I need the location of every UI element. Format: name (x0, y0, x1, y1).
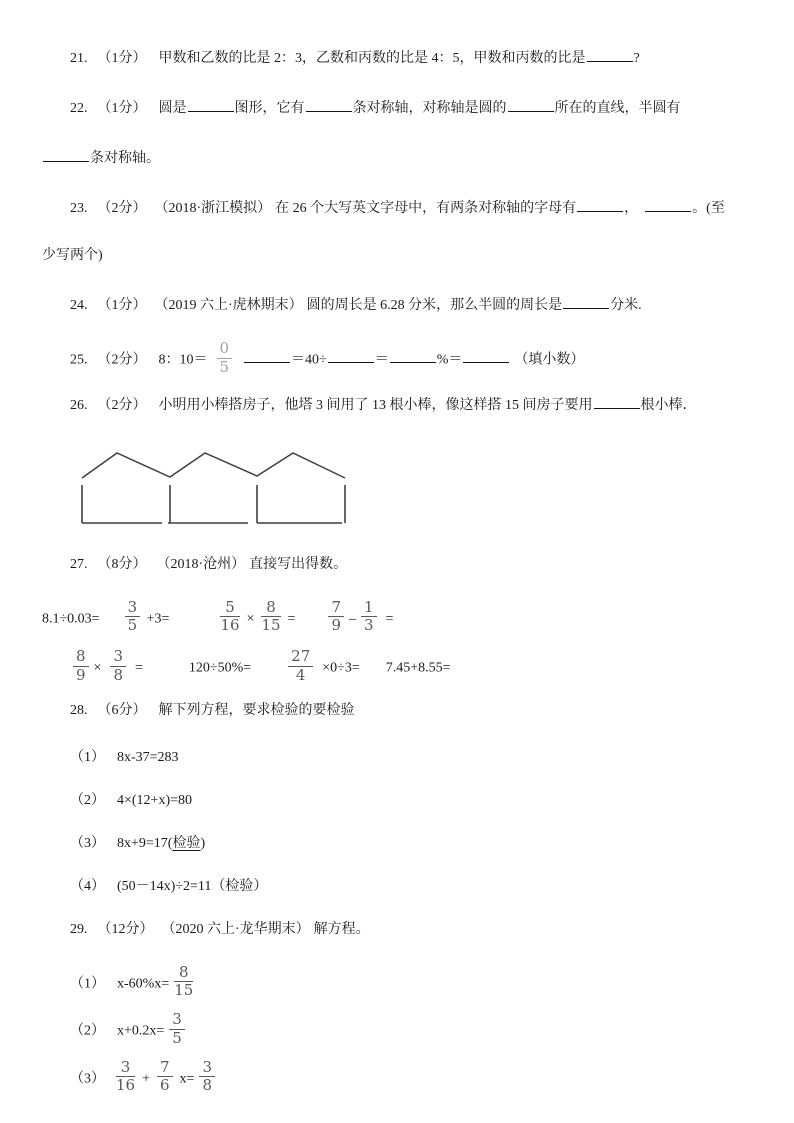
fraction-numerator: 3 (169, 1012, 185, 1030)
spacer (235, 362, 243, 363)
question-text: 圆是 (158, 101, 187, 116)
fraction (288, 649, 313, 684)
spacer (105, 986, 117, 987)
spacer (164, 1033, 166, 1034)
spacer (356, 621, 358, 622)
spacer (105, 1081, 113, 1082)
question-28-line-4 (42, 834, 774, 854)
question-text: （3） (70, 1070, 105, 1086)
question-29 (42, 920, 774, 1097)
spacer (88, 111, 98, 112)
question-text: （1） (70, 975, 105, 991)
fraction-numerator: 7 (157, 1060, 173, 1078)
question-24 (42, 293, 774, 316)
question-text: x= (179, 1070, 195, 1086)
fraction (261, 597, 281, 635)
fraction-numerator: 3 (125, 600, 141, 618)
questions-container (42, 46, 774, 1096)
spacer (88, 408, 98, 409)
question-text: 。(至 (692, 201, 725, 216)
question-text: （12分） (97, 921, 154, 937)
question-text: 解下列方程，要求检验的要检验 (158, 702, 355, 718)
question-text: – (348, 610, 356, 626)
fraction-numerator: 8 (174, 965, 193, 983)
fraction-numerator: 1 (361, 600, 377, 618)
fraction-denominator: 16 (116, 1076, 136, 1095)
spacer (169, 621, 217, 622)
question-26-figure (42, 443, 774, 531)
question-29-line-2 (42, 962, 774, 1002)
spacer (360, 670, 386, 671)
question-27-line-2 (42, 597, 774, 637)
question-text: 在 26 个大写英文字母中，有两条对称轴的字母有 (275, 201, 577, 216)
spacer (147, 408, 159, 409)
roof-zigzag-line (82, 453, 345, 478)
spacer (88, 211, 98, 212)
question-text: （6分） (97, 702, 147, 718)
fraction-denominator: 5 (172, 1028, 182, 1047)
answer-blank (594, 393, 640, 409)
spacer (147, 61, 159, 62)
question-text: 少写两个) (42, 248, 103, 263)
question-text: 8x-37=283 (117, 749, 179, 765)
question-text: (50－14x)÷2=11（检验） (117, 878, 268, 894)
fraction-denominator: 8 (202, 1076, 212, 1095)
fraction-denominator: 9 (76, 665, 86, 684)
answer-blank (587, 46, 633, 62)
question-text: （1分） (97, 101, 147, 116)
answer-blank (463, 347, 509, 363)
question-27-line-3 (42, 647, 774, 686)
spacer (251, 670, 285, 671)
question-text: ) (200, 835, 206, 851)
fraction-denominator: 3 (363, 616, 374, 635)
question-25 (42, 339, 774, 378)
fraction (110, 649, 126, 684)
spacer (88, 61, 98, 62)
spacer (194, 1081, 196, 1082)
question-text: +3= (143, 610, 170, 626)
question-text: × (93, 660, 102, 676)
answer-blank (43, 146, 89, 162)
question-text: ＝40÷ (291, 352, 327, 368)
spacer (105, 1033, 117, 1034)
question-26 (42, 393, 774, 416)
fraction-numerator: 27 (288, 649, 313, 667)
question-text: %＝ (436, 352, 463, 368)
question-21-line-1 (42, 46, 774, 69)
spacer (638, 211, 644, 212)
spacer (100, 621, 122, 622)
question-text: （2018·沧州） (156, 556, 246, 572)
spacer (105, 803, 117, 804)
question-22-line-2 (42, 146, 774, 169)
question-text: 分米. (610, 298, 642, 313)
question-text: = (287, 610, 296, 626)
fraction (116, 1057, 136, 1095)
question-text: （2） (70, 792, 105, 808)
stick-houses-figure (75, 443, 774, 531)
question-text: 27. (70, 556, 88, 572)
answer-blank (306, 96, 352, 112)
spacer (147, 362, 159, 363)
fraction-numerator: 3 (199, 1060, 215, 1078)
question-text: （1分） (97, 51, 147, 66)
question-27 (42, 555, 774, 686)
question-text: （4） (70, 878, 105, 894)
question-text: 8x+9=17( (117, 835, 173, 851)
question-text: 28. (70, 702, 88, 718)
question-22-line-1 (42, 96, 774, 119)
question-text: 甲数和乙数的比是 2：3，乙数和丙数的比是 4：5，甲数和丙数的比是 (158, 51, 586, 66)
fraction-numerator: 7 (328, 600, 344, 618)
question-text: （2分） (97, 397, 147, 413)
spacer (143, 670, 189, 671)
fraction (169, 1012, 185, 1047)
question-21 (42, 46, 774, 69)
fraction (125, 597, 141, 635)
spacer (147, 567, 157, 568)
question-text: 8：10＝ (158, 352, 208, 368)
answer-blank (563, 293, 609, 309)
question-text: 解方程。 (313, 921, 370, 937)
question-text: = (135, 660, 143, 676)
question-text: 小明用小棒搭房子，他塔 3 间用了 13 根小棒，像这样搭 15 间房子要用 (158, 397, 593, 413)
question-22 (42, 96, 774, 169)
spacer (147, 308, 155, 309)
answer-blank (508, 96, 554, 112)
question-text: 21. (70, 51, 88, 66)
fraction (73, 649, 89, 684)
spacer (147, 713, 159, 714)
question-27-line-1 (42, 555, 774, 575)
question-26-line-1 (42, 393, 774, 416)
question-text: 条对称轴。 (90, 151, 160, 166)
question-text: 图形，它有 (234, 101, 305, 116)
question-text: 根小棒． (640, 397, 697, 413)
question-text: （2020 六上·龙华期末） (161, 921, 310, 937)
question-text: （1） (70, 749, 105, 765)
fraction-numerator: 3 (110, 649, 126, 667)
question-28-line-2 (42, 748, 774, 768)
question-text: ， (624, 201, 639, 216)
question-text: （2018·浙江模拟） (154, 201, 272, 216)
answer-blank (328, 347, 374, 363)
spacer (150, 1081, 154, 1082)
question-text: 条对称轴，对称轴是圆的 (352, 101, 507, 116)
question-23 (42, 196, 774, 266)
question-text: 26. (70, 397, 88, 413)
fraction (220, 597, 240, 635)
question-text: ? (633, 51, 640, 66)
question-text: 4×(12+x)=80 (117, 792, 193, 808)
question-text: （2分） (97, 201, 147, 216)
question-text: x+0.2x= (117, 1023, 165, 1039)
question-text: + (142, 1070, 150, 1086)
question-24-line-1 (42, 293, 774, 316)
question-text: 圆的周长是 6.28 分米，那么半圆的周长是 (306, 298, 563, 313)
spacer (101, 670, 107, 671)
fraction (199, 1057, 215, 1095)
question-text: x-60%x= (117, 975, 170, 991)
spacer (169, 986, 171, 987)
answer-blank (188, 96, 234, 112)
spacer (105, 889, 117, 890)
fraction-denominator: 5 (219, 357, 230, 376)
fraction (217, 341, 233, 376)
fraction (361, 597, 377, 635)
spacer (147, 211, 155, 212)
spacer (88, 308, 98, 309)
spacer (105, 760, 117, 761)
fraction-denominator: 8 (113, 665, 123, 684)
fraction-denominator: 5 (127, 616, 138, 635)
question-text: （2019 六上·虎林期末） (154, 298, 303, 313)
question-text: 24. (70, 298, 88, 313)
fraction-denominator: 15 (174, 981, 194, 1000)
question-text: （8分） (97, 556, 147, 572)
question-29-line-3 (42, 1010, 774, 1049)
fraction-numerator: 3 (116, 1060, 135, 1078)
question-text: 直接写出得数。 (249, 556, 348, 572)
answer-blank (577, 196, 623, 212)
fraction-numerator: 0 (217, 341, 233, 359)
fraction-numerator: 5 (220, 600, 239, 618)
spacer (88, 932, 98, 933)
question-29-line-1 (42, 920, 774, 940)
question-text: （2分） (97, 352, 147, 368)
question-text: × (246, 610, 255, 626)
fraction-numerator: 8 (73, 649, 89, 667)
question-text: = (385, 610, 394, 626)
underlined-text: 检验 (172, 835, 201, 851)
question-text: ×0÷3= (322, 660, 360, 676)
spacer (88, 713, 98, 714)
spacer (105, 846, 117, 847)
question-28-line-5 (42, 877, 774, 897)
spacer (88, 567, 98, 568)
fraction (157, 1057, 173, 1095)
question-28 (42, 701, 774, 897)
question-text: 29. (70, 921, 88, 937)
question-text: （3） (70, 835, 105, 851)
spacer (254, 621, 258, 622)
question-text: （2） (70, 1023, 105, 1039)
question-28-line-1 (42, 701, 774, 721)
question-text: 7.45+8.55= (385, 660, 451, 676)
question-28-line-3 (42, 791, 774, 811)
spacer (154, 932, 162, 933)
spacer (147, 111, 159, 112)
question-25-line-1 (42, 339, 774, 378)
answer-blank (645, 196, 691, 212)
fraction-denominator: 15 (261, 616, 281, 635)
fraction-denominator: 9 (331, 616, 341, 635)
question-text: 所在的直线，半圆有 (554, 101, 681, 116)
spacer (295, 621, 325, 622)
fraction-denominator: 4 (295, 665, 306, 684)
spacer (88, 362, 98, 363)
question-text: 8.1÷0.03= (42, 610, 100, 626)
stick-houses-svg (75, 443, 355, 531)
fraction (328, 597, 344, 635)
question-text: 25. (70, 352, 88, 368)
question-text: 23. (70, 201, 88, 216)
fraction-numerator: 8 (261, 600, 280, 618)
question-text: （1分） (97, 298, 147, 313)
question-23-line-1 (42, 196, 774, 219)
fraction-denominator: 6 (160, 1076, 170, 1095)
question-text: 120÷50%= (188, 660, 252, 676)
fraction-denominator: 16 (220, 616, 240, 635)
fraction (174, 962, 194, 1000)
answer-blank (244, 347, 290, 363)
answer-blank (390, 347, 436, 363)
question-29-line-4 (42, 1057, 774, 1097)
question-text: ＝ (374, 352, 389, 368)
question-23-line-2 (42, 246, 774, 266)
question-text: 22. (70, 101, 88, 116)
question-text: （填小数） (514, 352, 585, 368)
spacer (208, 362, 214, 363)
